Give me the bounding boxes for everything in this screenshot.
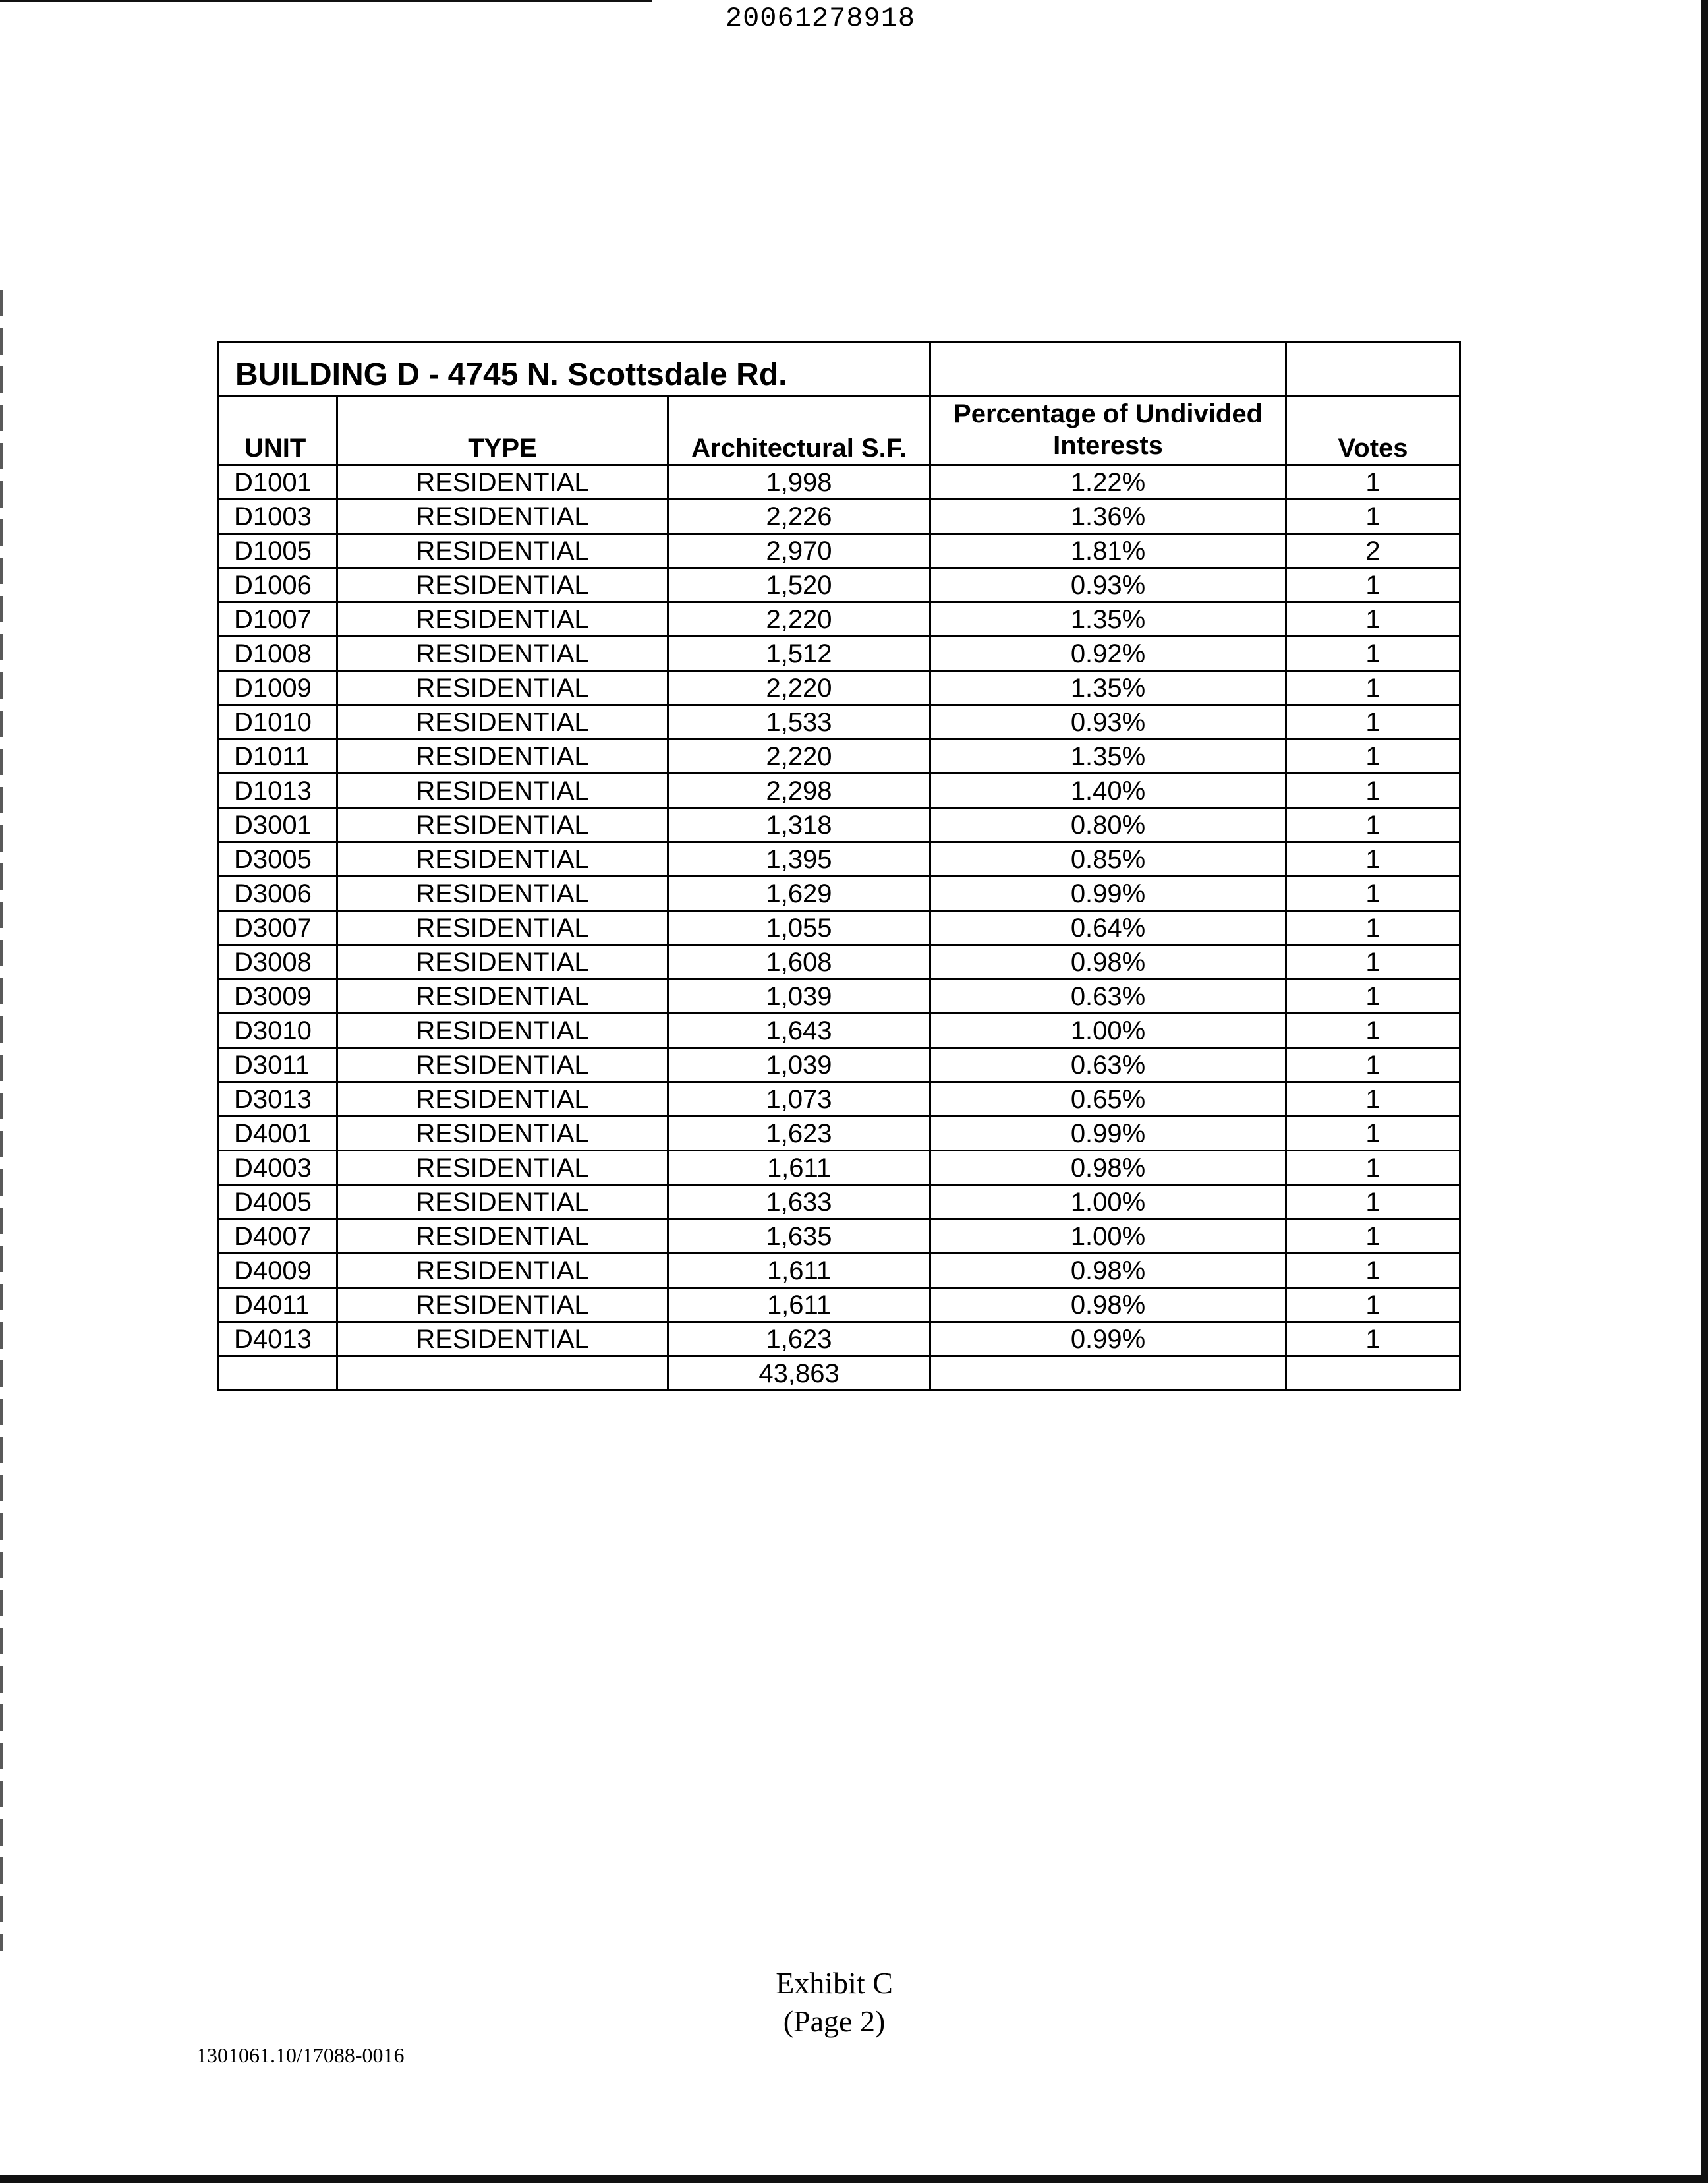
percentage-cell: 1.40%	[930, 774, 1286, 808]
type-cell: RESIDENTIAL	[337, 671, 668, 705]
type-cell: RESIDENTIAL	[337, 1151, 668, 1185]
architectural-sf-cell: 1,611	[668, 1151, 930, 1185]
empty-cell	[219, 1356, 337, 1391]
architectural-sf-cell: 1,608	[668, 945, 930, 979]
unit-cell: D3011	[219, 1048, 337, 1082]
unit-allocation-table	[217, 341, 1461, 1391]
votes-cell: 1	[1286, 671, 1460, 705]
table-row	[219, 877, 1460, 911]
votes-cell: 1	[1286, 1219, 1460, 1254]
table-row	[219, 740, 1460, 774]
type-cell: RESIDENTIAL	[337, 1185, 668, 1219]
votes-cell: 1	[1286, 500, 1460, 534]
type-cell: RESIDENTIAL	[337, 1288, 668, 1322]
unit-cell: D3010	[219, 1014, 337, 1048]
unit-cell: D3001	[219, 808, 337, 842]
percentage-cell: 1.35%	[930, 671, 1286, 705]
percentage-cell: 0.80%	[930, 808, 1286, 842]
votes-cell: 1	[1286, 637, 1460, 671]
percentage-cell: 0.98%	[930, 1254, 1286, 1288]
votes-cell: 1	[1286, 1082, 1460, 1117]
table-row	[219, 1219, 1460, 1254]
unit-cell: D1009	[219, 671, 337, 705]
unit-cell: D1003	[219, 500, 337, 534]
votes-cell: 2	[1286, 534, 1460, 568]
architectural-sf-cell: 1,623	[668, 1117, 930, 1151]
unit-cell: D4009	[219, 1254, 337, 1288]
votes-cell: 1	[1286, 1117, 1460, 1151]
table-row	[219, 1048, 1460, 1082]
column-header-row	[219, 396, 1460, 465]
type-cell: RESIDENTIAL	[337, 1014, 668, 1048]
votes-cell: 1	[1286, 465, 1460, 500]
type-cell: RESIDENTIAL	[337, 465, 668, 500]
exhibit-label: Exhibit C	[776, 1966, 893, 2000]
document-code: 1301061.10/17088-0016	[196, 2043, 405, 2067]
percentage-cell: 0.63%	[930, 1048, 1286, 1082]
percentage-cell: 0.98%	[930, 1151, 1286, 1185]
votes-cell: 1	[1286, 1254, 1460, 1288]
empty-cell	[1286, 343, 1460, 396]
percentage-cell: 1.35%	[930, 602, 1286, 637]
percentage-cell: 0.63%	[930, 979, 1286, 1014]
type-cell: RESIDENTIAL	[337, 842, 668, 877]
architectural-sf-cell: 2,220	[668, 740, 930, 774]
percentage-cell: 0.92%	[930, 637, 1286, 671]
table-row	[219, 465, 1460, 500]
type-cell: RESIDENTIAL	[337, 568, 668, 602]
percentage-cell: 0.64%	[930, 911, 1286, 945]
empty-cell	[930, 1356, 1286, 1391]
type-cell: RESIDENTIAL	[337, 705, 668, 740]
table-row	[219, 602, 1460, 637]
type-cell: RESIDENTIAL	[337, 602, 668, 637]
unit-cell: D1008	[219, 637, 337, 671]
unit-cell: D1013	[219, 774, 337, 808]
table-row	[219, 534, 1460, 568]
architectural-sf-cell: 2,298	[668, 774, 930, 808]
table-row	[219, 1014, 1460, 1048]
header-votes: Votes	[1286, 396, 1460, 465]
votes-cell: 1	[1286, 568, 1460, 602]
percentage-cell: 0.98%	[930, 1288, 1286, 1322]
unit-cell: D3008	[219, 945, 337, 979]
unit-cell: D3005	[219, 842, 337, 877]
scan-right-edge	[1701, 0, 1708, 2175]
percentage-cell: 0.98%	[930, 945, 1286, 979]
unit-cell: D4005	[219, 1185, 337, 1219]
table-row	[219, 808, 1460, 842]
votes-cell: 1	[1286, 1151, 1460, 1185]
architectural-sf-cell: 1,318	[668, 808, 930, 842]
type-cell: RESIDENTIAL	[337, 637, 668, 671]
votes-cell: 1	[1286, 842, 1460, 877]
table-row	[219, 1254, 1460, 1288]
unit-cell: D1011	[219, 740, 337, 774]
unit-cell: D3009	[219, 979, 337, 1014]
votes-cell: 1	[1286, 1185, 1460, 1219]
architectural-sf-cell: 1,039	[668, 1048, 930, 1082]
exhibit-footer	[722, 1964, 946, 2041]
architectural-sf-cell: 2,220	[668, 602, 930, 637]
table-row	[219, 842, 1460, 877]
type-cell: RESIDENTIAL	[337, 1117, 668, 1151]
votes-cell: 1	[1286, 1014, 1460, 1048]
table-row	[219, 637, 1460, 671]
table-row	[219, 911, 1460, 945]
votes-cell: 1	[1286, 1288, 1460, 1322]
votes-cell: 1	[1286, 877, 1460, 911]
table-row	[219, 774, 1460, 808]
header-type: TYPE	[337, 396, 668, 465]
architectural-sf-cell: 1,512	[668, 637, 930, 671]
votes-cell: 1	[1286, 945, 1460, 979]
percentage-cell: 1.22%	[930, 465, 1286, 500]
empty-cell	[1286, 1356, 1460, 1391]
unit-cell: D1007	[219, 602, 337, 637]
table-row	[219, 1082, 1460, 1117]
percentage-cell: 1.00%	[930, 1185, 1286, 1219]
architectural-sf-cell: 2,226	[668, 500, 930, 534]
header-unit: UNIT	[219, 396, 337, 465]
architectural-sf-cell: 1,073	[668, 1082, 930, 1117]
unit-cell: D3007	[219, 911, 337, 945]
type-cell: RESIDENTIAL	[337, 1082, 668, 1117]
unit-cell: D4003	[219, 1151, 337, 1185]
unit-cell: D4013	[219, 1322, 337, 1356]
scan-top-line	[0, 0, 652, 2]
type-cell: RESIDENTIAL	[337, 1048, 668, 1082]
architectural-sf-cell: 1,998	[668, 465, 930, 500]
architectural-sf-cell: 2,970	[668, 534, 930, 568]
table-row	[219, 1288, 1460, 1322]
empty-cell	[930, 343, 1286, 396]
unit-cell: D4001	[219, 1117, 337, 1151]
type-cell: RESIDENTIAL	[337, 877, 668, 911]
unit-cell: D1005	[219, 534, 337, 568]
percentage-cell: 1.81%	[930, 534, 1286, 568]
architectural-sf-cell: 1,635	[668, 1219, 930, 1254]
architectural-sf-cell: 1,533	[668, 705, 930, 740]
unit-cell: D4007	[219, 1219, 337, 1254]
architectural-sf-cell: 1,055	[668, 911, 930, 945]
table-row	[219, 1117, 1460, 1151]
percentage-cell: 0.65%	[930, 1082, 1286, 1117]
architectural-sf-cell: 1,039	[668, 979, 930, 1014]
votes-cell: 1	[1286, 705, 1460, 740]
architectural-sf-cell: 1,629	[668, 877, 930, 911]
table-row	[219, 1151, 1460, 1185]
table-row	[219, 500, 1460, 534]
architectural-sf-cell: 1,643	[668, 1014, 930, 1048]
percentage-cell: 1.35%	[930, 740, 1286, 774]
header-percentage-undivided-interests: Percentage of Undivided Interests	[930, 396, 1286, 465]
type-cell: RESIDENTIAL	[337, 1219, 668, 1254]
architectural-sf-cell: 1,611	[668, 1288, 930, 1322]
table-row	[219, 568, 1460, 602]
architectural-sf-cell: 1,611	[668, 1254, 930, 1288]
percentage-cell: 0.99%	[930, 1322, 1286, 1356]
page-label: (Page 2)	[783, 2004, 886, 2038]
type-cell: RESIDENTIAL	[337, 808, 668, 842]
table-row	[219, 1185, 1460, 1219]
architectural-sf-cell: 2,220	[668, 671, 930, 705]
type-cell: RESIDENTIAL	[337, 500, 668, 534]
percentage-cell: 0.93%	[930, 568, 1286, 602]
type-cell: RESIDENTIAL	[337, 534, 668, 568]
votes-cell: 1	[1286, 602, 1460, 637]
votes-cell: 1	[1286, 808, 1460, 842]
scan-left-edge	[0, 290, 3, 1951]
votes-cell: 1	[1286, 911, 1460, 945]
recording-number: 20061278918	[725, 3, 916, 34]
total-row	[219, 1356, 1460, 1391]
type-cell: RESIDENTIAL	[337, 1322, 668, 1356]
unit-cell: D1010	[219, 705, 337, 740]
type-cell: RESIDENTIAL	[337, 979, 668, 1014]
percentage-cell: 0.99%	[930, 1117, 1286, 1151]
architectural-sf-cell: 1,623	[668, 1322, 930, 1356]
percentage-cell: 0.99%	[930, 877, 1286, 911]
votes-cell: 1	[1286, 979, 1460, 1014]
type-cell: RESIDENTIAL	[337, 945, 668, 979]
type-cell: RESIDENTIAL	[337, 740, 668, 774]
table-body	[219, 465, 1460, 1356]
building-title: BUILDING D - 4745 N. Scottsdale Rd.	[219, 343, 930, 396]
votes-cell: 1	[1286, 1322, 1460, 1356]
votes-cell: 1	[1286, 1048, 1460, 1082]
unit-cell: D4011	[219, 1288, 337, 1322]
unit-cell: D3013	[219, 1082, 337, 1117]
percentage-cell: 0.85%	[930, 842, 1286, 877]
header-architectural-sf: Architectural S.F.	[668, 396, 930, 465]
type-cell: RESIDENTIAL	[337, 911, 668, 945]
type-cell: RESIDENTIAL	[337, 774, 668, 808]
unit-cell: D1006	[219, 568, 337, 602]
architectural-sf-cell: 1,633	[668, 1185, 930, 1219]
table-row	[219, 1322, 1460, 1356]
scan-bottom-edge	[0, 2175, 1708, 2183]
table-title-row	[219, 343, 1460, 396]
architectural-sf-cell: 1,520	[668, 568, 930, 602]
type-cell: RESIDENTIAL	[337, 1254, 668, 1288]
unit-cell: D3006	[219, 877, 337, 911]
unit-cell: D1001	[219, 465, 337, 500]
votes-cell: 1	[1286, 774, 1460, 808]
votes-cell: 1	[1286, 740, 1460, 774]
empty-cell	[337, 1356, 668, 1391]
table-row	[219, 979, 1460, 1014]
percentage-cell: 1.00%	[930, 1219, 1286, 1254]
percentage-cell: 1.36%	[930, 500, 1286, 534]
total-sf: 43,863	[668, 1356, 930, 1391]
architectural-sf-cell: 1,395	[668, 842, 930, 877]
table-row	[219, 705, 1460, 740]
percentage-cell: 0.93%	[930, 705, 1286, 740]
table-row	[219, 671, 1460, 705]
table-row	[219, 945, 1460, 979]
percentage-cell: 1.00%	[930, 1014, 1286, 1048]
